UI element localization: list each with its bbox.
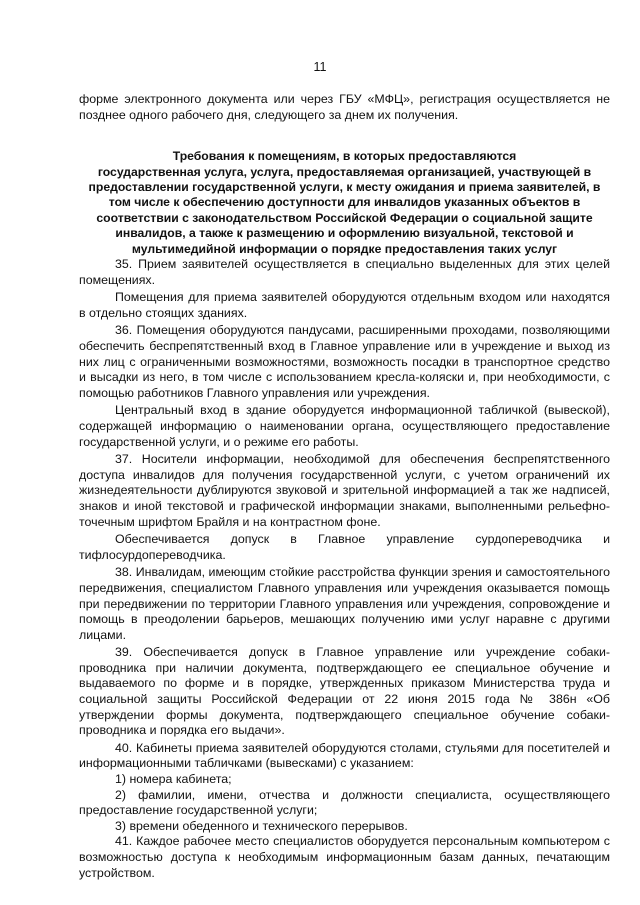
- intro-paragraph: форме электронного документа или через ГБУ «МФЦ», регистрация осуществляется не позднее одного рабочего дня, следующего за днем их получения.: [79, 92, 610, 122]
- page-number: 11: [313, 60, 327, 74]
- list-item-3: 3) времени обеденного и технического перерывов.: [115, 818, 408, 833]
- paragraph-interpreter: Обеспечивается допуск в Главное управление сурдопереводчика и тифлосурдопереводчика.: [79, 532, 610, 562]
- paragraph-38: 38. Инвалидам, имеющим стойкие расстройства функции зрения и самостоятельного передвижения, специалистом Главного управления или учреждения оказывается помощь при передвижении по территории Главного управления или учреждения, сопровождение и помощь в преодолении барьеров, мешающих получению ими услуг наравне с другими лицами.: [79, 565, 610, 642]
- page-content: [79, 92, 610, 881]
- section-heading-line-2: государственная услуга, услуга, предоставляемая организацией, участвующей в предоставлении государственной услуги, к месту ожидания и приема заявителей, в том числе к обеспечению доступности для инвалидов указанных объектов в соответствии с законодательством Российской Федерации о социальной защите инвалидов, а также к размещению и оформлению визуальной, текстовой и мультимедийной информации о порядке предоставления таких услуг: [88, 164, 601, 256]
- paragraph-37: 37. Носители информации, необходимой для обеспечения беспрепятственного доступа инвалидов для получения государственной услуги, с учетом ограничений их жизнедеятельности дублируются звуковой и зрительной информацией а так же надписей, знаков и иной текстовой и графической информации знаками, выполненными рельефно-точечным шрифтом Брайля и на контрастном фоне.: [79, 452, 610, 529]
- paragraph-36: 36. Помещения оборудуются пандусами, расширенными проходами, позволяющими обеспечить беспрепятственный вход в Главное управление или в учреждение и выход из них лиц с ограниченными возможностями, возможность посадки в транспортное средство и высадки из него, в том числе с использованием кресла-коляски и, при необходимости, с помощью работников Главного управления или учреждения.: [79, 323, 610, 400]
- paragraph-41: 41. Каждое рабочее место специалистов оборудуется персональным компьютером с возможностью доступа к необходимым информационным базам данных, печатающим устройством.: [79, 834, 610, 880]
- paragraph-39: 39. Обеспечивается допуск в Главное управление или учреждение собаки-проводника при наличии документа, подтверждающего ее специальное обучение и выдаваемого по форме и в порядке, утвержденных приказом Министерства труда и социальной защиты Российской Федерации от 22 июня 2015 года № 386н «Об утверждении формы документа, подтверждающего специальное обучение собаки-проводника и порядка его выдачи».: [79, 645, 610, 738]
- list-item-2: 2) фамилии, имени, отчества и должности специалиста, осуществляющего предоставление государственной услуги;: [79, 787, 610, 818]
- list-item-1: 1) номера кабинета;: [115, 772, 232, 787]
- paragraph-35: 35. Прием заявителей осуществляется в специально выделенных для этих целей помещениях.: [79, 257, 610, 287]
- section-heading-line-1: Требования к помещениям, в которых предоставляются: [172, 149, 517, 164]
- section-heading: [79, 149, 610, 257]
- paragraph-central-entrance: Центральный вход в здание оборудуется информационной табличкой (вывеской), содержащей информацию о наименовании органа, осуществляющего предоставление государственной услуги, и о режиме его работы.: [79, 403, 610, 449]
- paragraph-40: 40. Кабинеты приема заявителей оборудуются столами, стульями для посетителей и информационными табличками (вывесками) с указанием:: [79, 740, 610, 771]
- paragraph-premises: Помещения для приема заявителей оборудуются отдельным входом или находятся в отдельно стоящих зданиях.: [79, 290, 610, 320]
